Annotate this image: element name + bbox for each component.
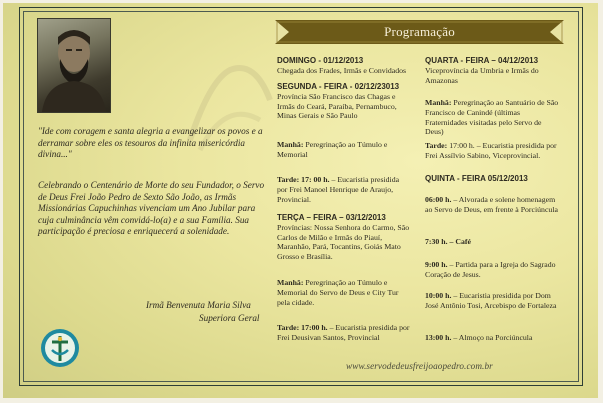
day-text: Chegada dos Frades, Irmãs e Convidados — [277, 65, 407, 75]
event-text: – Almoço na Porciúncula — [453, 333, 533, 342]
day-text: Província São Francisco das Chagas e Irmãs do Ceará, Paraíba, Pernambuco, Minas Gerais e São Paulo — [277, 91, 397, 121]
quote-text: "Ide com coragem e santa alegria a evangelizar os povos e a derramar sobre eles os tesouros da infinita misericórdia divina..." — [38, 126, 263, 160]
event-text: Peregrinação ao Santuário de São Francisco de Canindé (últimas Fraternidades visitadas pelo Servo de Deus) — [425, 98, 559, 137]
website-link[interactable]: www.servodedeusfreijoaopedro.com.br — [346, 361, 493, 371]
day-title: QUARTA - FEIRA – 04/12/2013 — [425, 56, 539, 65]
event-text: – Alvorada e solene homenagem ao Servo de Deus, em frente à Porciúncula — [425, 195, 558, 214]
event-text: 17:00 h. – Eucaristia presidida por Frei Assílvio Sabino, Viceprovincial. — [425, 141, 557, 160]
time-label: 7:30 h. – Café — [425, 237, 471, 246]
day-title: QUINTA - FEIRA 05/12/2013 — [425, 174, 528, 183]
day-title: SEGUNDA - FEIRA - 02/12/23013 — [277, 82, 400, 91]
time-label: 06:00 h. — [425, 195, 452, 204]
event-text: – Eucaristia presidida por Frei Deusivan Santos, Provincial — [277, 323, 410, 342]
time-label: Manhã: — [425, 98, 452, 107]
event-text: – Eucaristia presidida por Dom José Antônio Tosi, Arcebispo de Fortaleza — [425, 291, 557, 310]
event-text: – Partida para a Igreja do Sagrado Coração de Jesus. — [425, 260, 556, 279]
signature-name: Irmã Benvenuta Maria Silva — [146, 300, 251, 310]
event-text: Peregrinação ao Túmulo e Memorial do Servo de Deus e City Tur pela cidade. — [277, 278, 399, 307]
day-title: DOMINGO - 01/12/2013 — [277, 56, 364, 65]
intro-text: Celebrando o Centenário de Morte do seu Fundador, o Servo de Deus Frei João Pedro de Sexto São João, as Irmãs Missionárias Capuchinhas vivenciam um Ano Jubilar para cuja culminância vêm convidá-lo(a) e a sua Família. Sua participação é preciosa e enriquecerá a solenidade. — [38, 180, 265, 237]
time-label: Tarde: 17:00 h. — [277, 323, 328, 332]
signature-role: Superiora Geral — [199, 313, 260, 323]
program-title: Programação — [384, 24, 455, 39]
founder-portrait — [37, 18, 111, 113]
event-text: – Eucaristia presidida por Frei Manoel Henrique de Araujo, Provincial. — [277, 175, 400, 204]
time-label: Manhã: — [277, 140, 304, 149]
time-label: 13:00 h. — [425, 333, 452, 342]
day-text: Províncias: Nossa Senhora do Carmo, São Carlos de Milão e Irmãs do Piauí, Maranhão, Pará, Tocantins, Goiás Mato Grosso e Brasília. — [277, 222, 410, 262]
day-text: Viceprovíncia da Umbria e Irmãs do Amazonas — [425, 65, 539, 85]
time-label: 10:00 h. — [425, 291, 452, 300]
time-label: 9:00 h. — [425, 260, 448, 269]
day-title: TERÇA – FEIRA – 03/12/2013 — [277, 213, 386, 222]
time-label: Tarde: 17: 00 h. — [277, 175, 330, 184]
congregation-logo — [40, 328, 80, 368]
time-label: Tarde: — [425, 141, 448, 150]
event-text: Peregrinação ao Túmulo e Memorial — [277, 140, 388, 159]
program-header — [275, 20, 564, 44]
time-label: Manhã: — [277, 278, 304, 287]
